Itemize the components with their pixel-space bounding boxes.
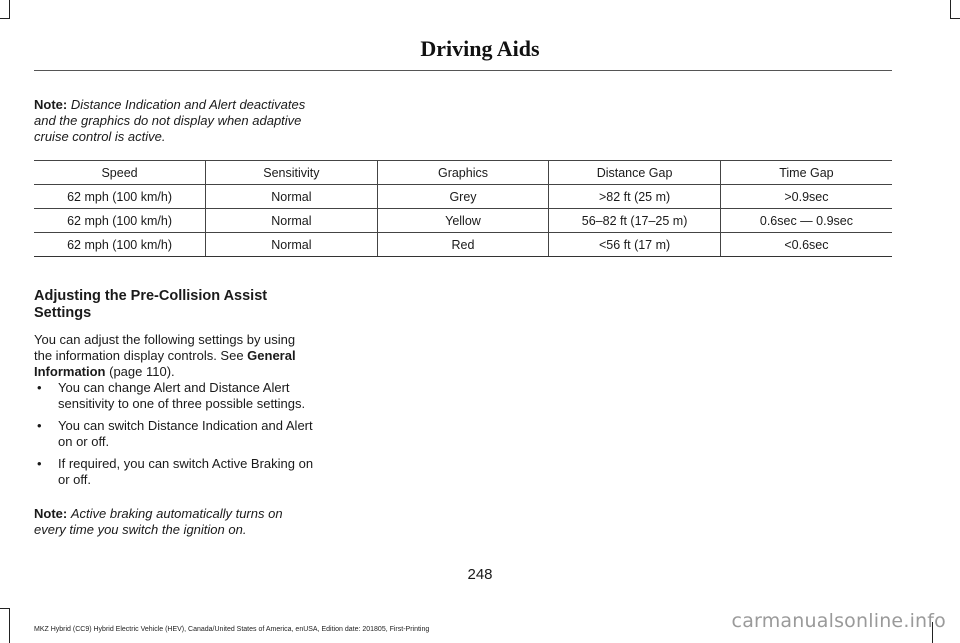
table-header-cell: Time Gap <box>720 161 892 185</box>
crop-mark-bottom-left-h <box>0 608 10 609</box>
general-information-link[interactable]: General Information <box>34 348 296 379</box>
table-row <box>34 233 892 257</box>
list-item <box>34 456 314 488</box>
table-cell: Red <box>377 233 549 257</box>
bullet-glyph: • <box>37 456 42 471</box>
list-item <box>34 380 314 412</box>
page-title: Driving Aids <box>420 36 540 61</box>
table-cell: 62 mph (100 km/h) <box>34 209 206 233</box>
table-cell: Grey <box>377 185 549 209</box>
table-header-cell: Graphics <box>377 161 549 185</box>
table-row <box>34 209 892 233</box>
crop-mark-bottom-left-v <box>9 608 10 643</box>
table-cell: Normal <box>206 209 378 233</box>
table-cell: >0.9sec <box>720 185 892 209</box>
table-cell: Normal <box>206 185 378 209</box>
crop-mark-top-left-h <box>0 18 10 19</box>
table-cell: <0.6sec <box>720 233 892 257</box>
table-cell: >82 ft (25 m) <box>549 185 721 209</box>
intro-text: You can adjust the following settings by using the information display controls. See <box>34 332 296 363</box>
table-cell: <56 ft (17 m) <box>549 233 721 257</box>
crop-mark-top-right-v <box>950 0 951 18</box>
header-divider <box>34 70 892 71</box>
intro-page-ref: (page 110). <box>105 364 175 379</box>
section-intro <box>34 332 314 380</box>
table-cell: Normal <box>206 233 378 257</box>
note-label: Note: <box>34 506 68 521</box>
page-number: 248 <box>467 566 493 583</box>
note-text: Active braking automatically turns on every time you switch the ignition on. <box>34 506 283 537</box>
list-item-text: You can change Alert and Distance Alert sensitivity to one of three possible settings. <box>58 380 306 411</box>
list-item-text: If required, you can switch Active Braking on or off. <box>58 456 314 487</box>
table-header-cell: Distance Gap <box>549 161 721 185</box>
crop-mark-top-left-v <box>9 0 10 18</box>
table-cell: 62 mph (100 km/h) <box>34 185 206 209</box>
distance-gap-table <box>34 160 892 257</box>
watermark: carmanualsonline.info <box>731 610 946 632</box>
table-cell: 0.6sec — 0.9sec <box>720 209 892 233</box>
table-cell: Yellow <box>377 209 549 233</box>
table-header-cell: Speed <box>34 161 206 185</box>
note-adaptive-cruise <box>34 97 314 145</box>
table-header-row <box>34 161 892 185</box>
footer-edition-info: MKZ Hybrid (CC9) Hybrid Electric Vehicle (HEV), Canada/United States of America, enUSA, Edition date: 201805, First-Printing <box>34 626 430 633</box>
bullet-glyph: • <box>37 418 42 433</box>
note-active-braking <box>34 506 314 538</box>
section-heading: Adjusting the Pre-Collision Assist Settings <box>34 288 268 321</box>
note-text: Distance Indication and Alert deactivates and the graphics do not display when adaptive cruise control is active. <box>34 97 306 144</box>
bullet-glyph: • <box>37 380 42 395</box>
note-label: Note: <box>34 97 68 112</box>
table-cell: 62 mph (100 km/h) <box>34 233 206 257</box>
table-header-cell: Sensitivity <box>206 161 378 185</box>
table-cell: 56–82 ft (17–25 m) <box>549 209 721 233</box>
table-row <box>34 185 892 209</box>
settings-list <box>34 380 314 494</box>
crop-mark-top-right-h <box>950 18 960 19</box>
list-item <box>34 418 314 450</box>
list-item-text: You can switch Distance Indication and Alert on or off. <box>58 418 313 449</box>
